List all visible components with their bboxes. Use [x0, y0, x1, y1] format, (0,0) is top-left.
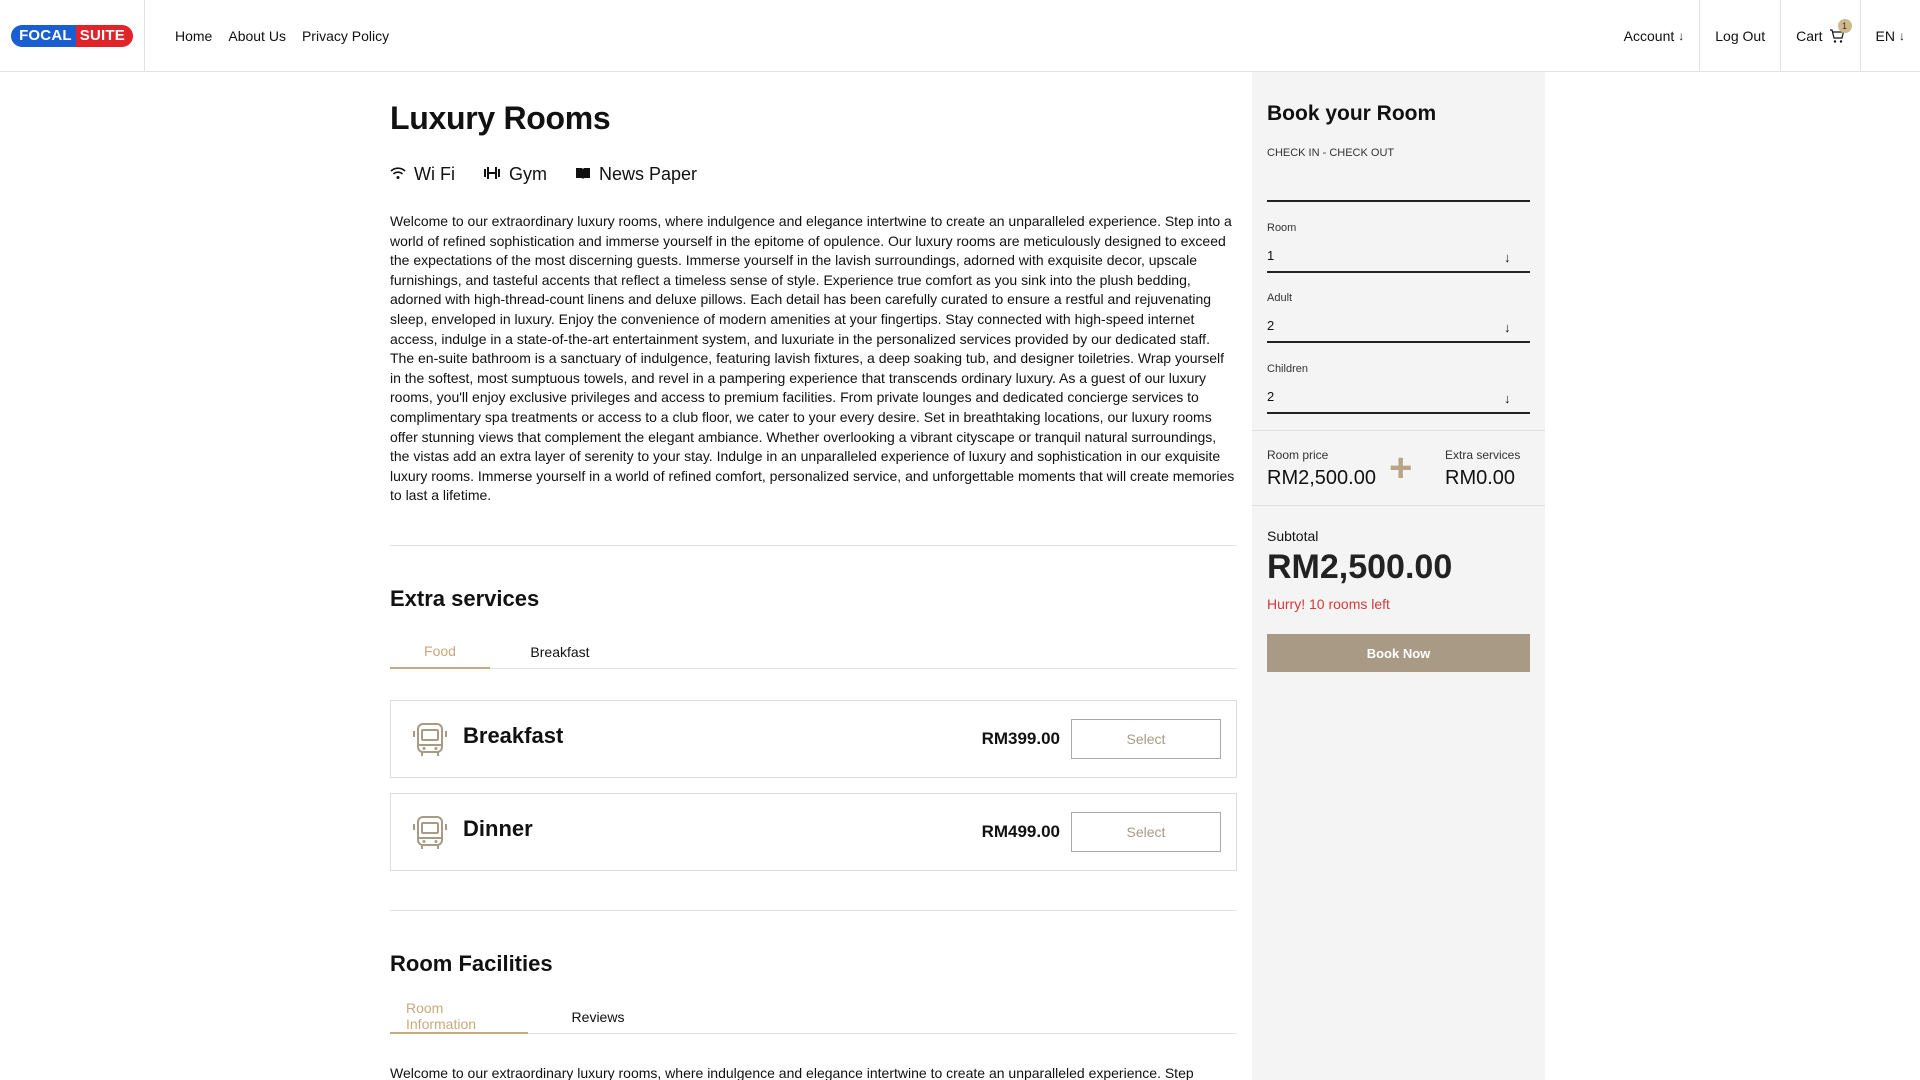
section-divider: [390, 910, 1237, 911]
checkin-label: CHECK IN - CHECK OUT: [1267, 147, 1395, 159]
brand-part1: FOCAL: [11, 25, 76, 47]
account-menu[interactable]: [1609, 0, 1700, 72]
service-card-breakfast: [390, 700, 1237, 778]
sidebar-divider: [1252, 430, 1545, 431]
subtotal-label: Subtotal: [1267, 528, 1319, 544]
logo-container[interactable]: [0, 0, 145, 72]
extra-services-value: RM0.00: [1445, 467, 1516, 489]
nav-about[interactable]: About Us: [228, 28, 286, 44]
amenity-label: Wi Fi: [414, 164, 455, 184]
booking-sidebar: [1252, 72, 1545, 1080]
adult-underline: [1267, 341, 1530, 343]
logout-link[interactable]: [1699, 0, 1780, 72]
tab-food[interactable]: Food: [390, 635, 490, 669]
checkin-date-input[interactable]: [1267, 176, 1530, 198]
nav-privacy[interactable]: Privacy Policy: [301, 28, 390, 44]
brand-logo[interactable]: [11, 25, 133, 47]
cart-label: Cart: [1796, 28, 1823, 44]
chevron-down-icon: ↓: [1899, 29, 1905, 43]
tab-reviews[interactable]: Reviews: [571, 1009, 625, 1025]
room-underline: [1267, 271, 1530, 273]
amenity-gym: [483, 164, 547, 185]
dumbbell-icon: [483, 164, 501, 185]
bus-icon: [411, 721, 449, 759]
service-price: RM399.00: [981, 729, 1060, 748]
select-button[interactable]: Select: [1071, 719, 1221, 759]
language-label: EN: [1875, 28, 1895, 44]
availability-alert: Hurry! 10 rooms left: [1267, 596, 1390, 612]
room-description: Welcome to our extraordinary luxury rooms, where indulgence and elegance intertwine to create an unparalleled experience. Step into a world of refined sophistication and immerse yourself in the epitome of opulence. Our luxury rooms are meticulously designed to exceed the expectations of the most discerning guests. Immerse yourself in the lavish surroundings, adorned with exquisite decor, upscale furnishings, and tasteful accents that reflect a timeless sense of style. Experience true comfort as you sink into the plush bedding, adorned with high-thread-count linens and deluxe pillows. Each detail has been carefully curated to ensure a restful and rejuvenating sleep, enveloped in luxury. Enjoy the convenience of modern amenities at your fingertips. Stay connected with high-speed internet access, indulge in a state-of-the-art entertainment system, and luxuriate in the personalized services provided by our dedicated staff. The en-suite bathroom is a sanctuary of indulgence, featuring lavish fixtures, a deep soaking tub, and designer toiletries. Wrap yourself in the softest, most sumptuous towels, and revel in a pampering experience that transcends ordinary luxury. As a guest of our luxury rooms, you'll enjoy exclusive privileges and access to premium facilities. From private lounges and dedicated concierge services to complimentary spa treatments or access to a club floor, we cater to your every desire. Set in breathtaking locations, our luxury rooms offer stunning views that complement the elegant ambiance. Whether overlooking a vibrant cityscape or tranquil natural surroundings, the vistas add an extra layer of serenity to your stay. Indulge in an unparalleled experience of luxury and sophistication in our exquisite luxury rooms. Immerse yourself in a world of refined comfort, personalized service, and unforgettable moments that will create memories to last a lifetime.: [390, 213, 1235, 504]
room-select[interactable]: 1: [1267, 248, 1275, 263]
service-price: RM499.00: [981, 822, 1060, 841]
cart-link[interactable]: [1780, 0, 1859, 72]
section-divider: [390, 545, 1237, 546]
user-nav: [1609, 0, 1920, 72]
room-label: Room: [1267, 222, 1297, 234]
brand-part2: SUITE: [76, 25, 133, 47]
page-title: Luxury Rooms: [390, 100, 611, 136]
chevron-down-icon: ↓: [1678, 29, 1685, 43]
wifi-icon: [390, 164, 406, 185]
adult-select[interactable]: 2: [1267, 318, 1275, 333]
language-selector[interactable]: [1860, 0, 1920, 72]
extra-services-tabs: [390, 635, 1237, 669]
service-card-dinner: [390, 793, 1237, 871]
amenity-label: Gym: [508, 164, 547, 184]
children-underline: [1267, 412, 1530, 414]
sidebar-divider: [1252, 505, 1545, 506]
children-select[interactable]: 2: [1267, 389, 1275, 404]
cart-icon: [1829, 21, 1848, 44]
subtotal-value: RM2,500.00: [1267, 548, 1453, 586]
bus-icon: [411, 814, 449, 852]
room-price-label: Room price: [1267, 448, 1329, 462]
logout-label: Log Out: [1715, 28, 1766, 44]
service-name: Dinner: [463, 816, 533, 841]
book-now-button[interactable]: Book Now: [1267, 634, 1530, 672]
account-label: Account: [1623, 28, 1675, 44]
amenity-label: News Paper: [598, 164, 698, 184]
amenity-list: [390, 164, 697, 185]
select-button[interactable]: Select: [1071, 812, 1221, 852]
nav-home[interactable]: Home: [175, 28, 213, 44]
book-open-icon: [575, 164, 591, 185]
checkin-underline: [1267, 200, 1530, 202]
chevron-down-icon: ↓: [1504, 250, 1511, 265]
room-information-text: Welcome to our extraordinary luxury rooms, where indulgence and elegance intertwine to create an unparalleled experience. Step: [390, 1065, 1194, 1080]
service-name: Breakfast: [463, 723, 564, 748]
room-facilities-heading: Room Facilities: [390, 951, 553, 976]
tab-room-information[interactable]: Room Information: [390, 1000, 528, 1034]
extra-services-heading: Extra services: [390, 586, 540, 611]
chevron-down-icon: ↓: [1504, 391, 1511, 406]
chevron-down-icon: ↓: [1504, 320, 1511, 335]
extra-services-label: Extra services: [1445, 448, 1521, 462]
plus-icon: +: [1389, 446, 1413, 490]
children-label: Children: [1267, 363, 1308, 375]
main-nav: [175, 0, 389, 72]
booking-title: Book your Room: [1267, 102, 1437, 125]
cart-count-badge: 1: [1838, 19, 1852, 33]
amenity-newspaper: [575, 164, 697, 185]
facilities-tabs: [390, 1000, 1237, 1034]
room-price-value: RM2,500.00: [1267, 467, 1376, 489]
tab-breakfast[interactable]: Breakfast: [530, 644, 590, 660]
amenity-wifi: [390, 164, 455, 185]
adult-label: Adult: [1267, 292, 1293, 304]
site-header: [0, 0, 1920, 72]
